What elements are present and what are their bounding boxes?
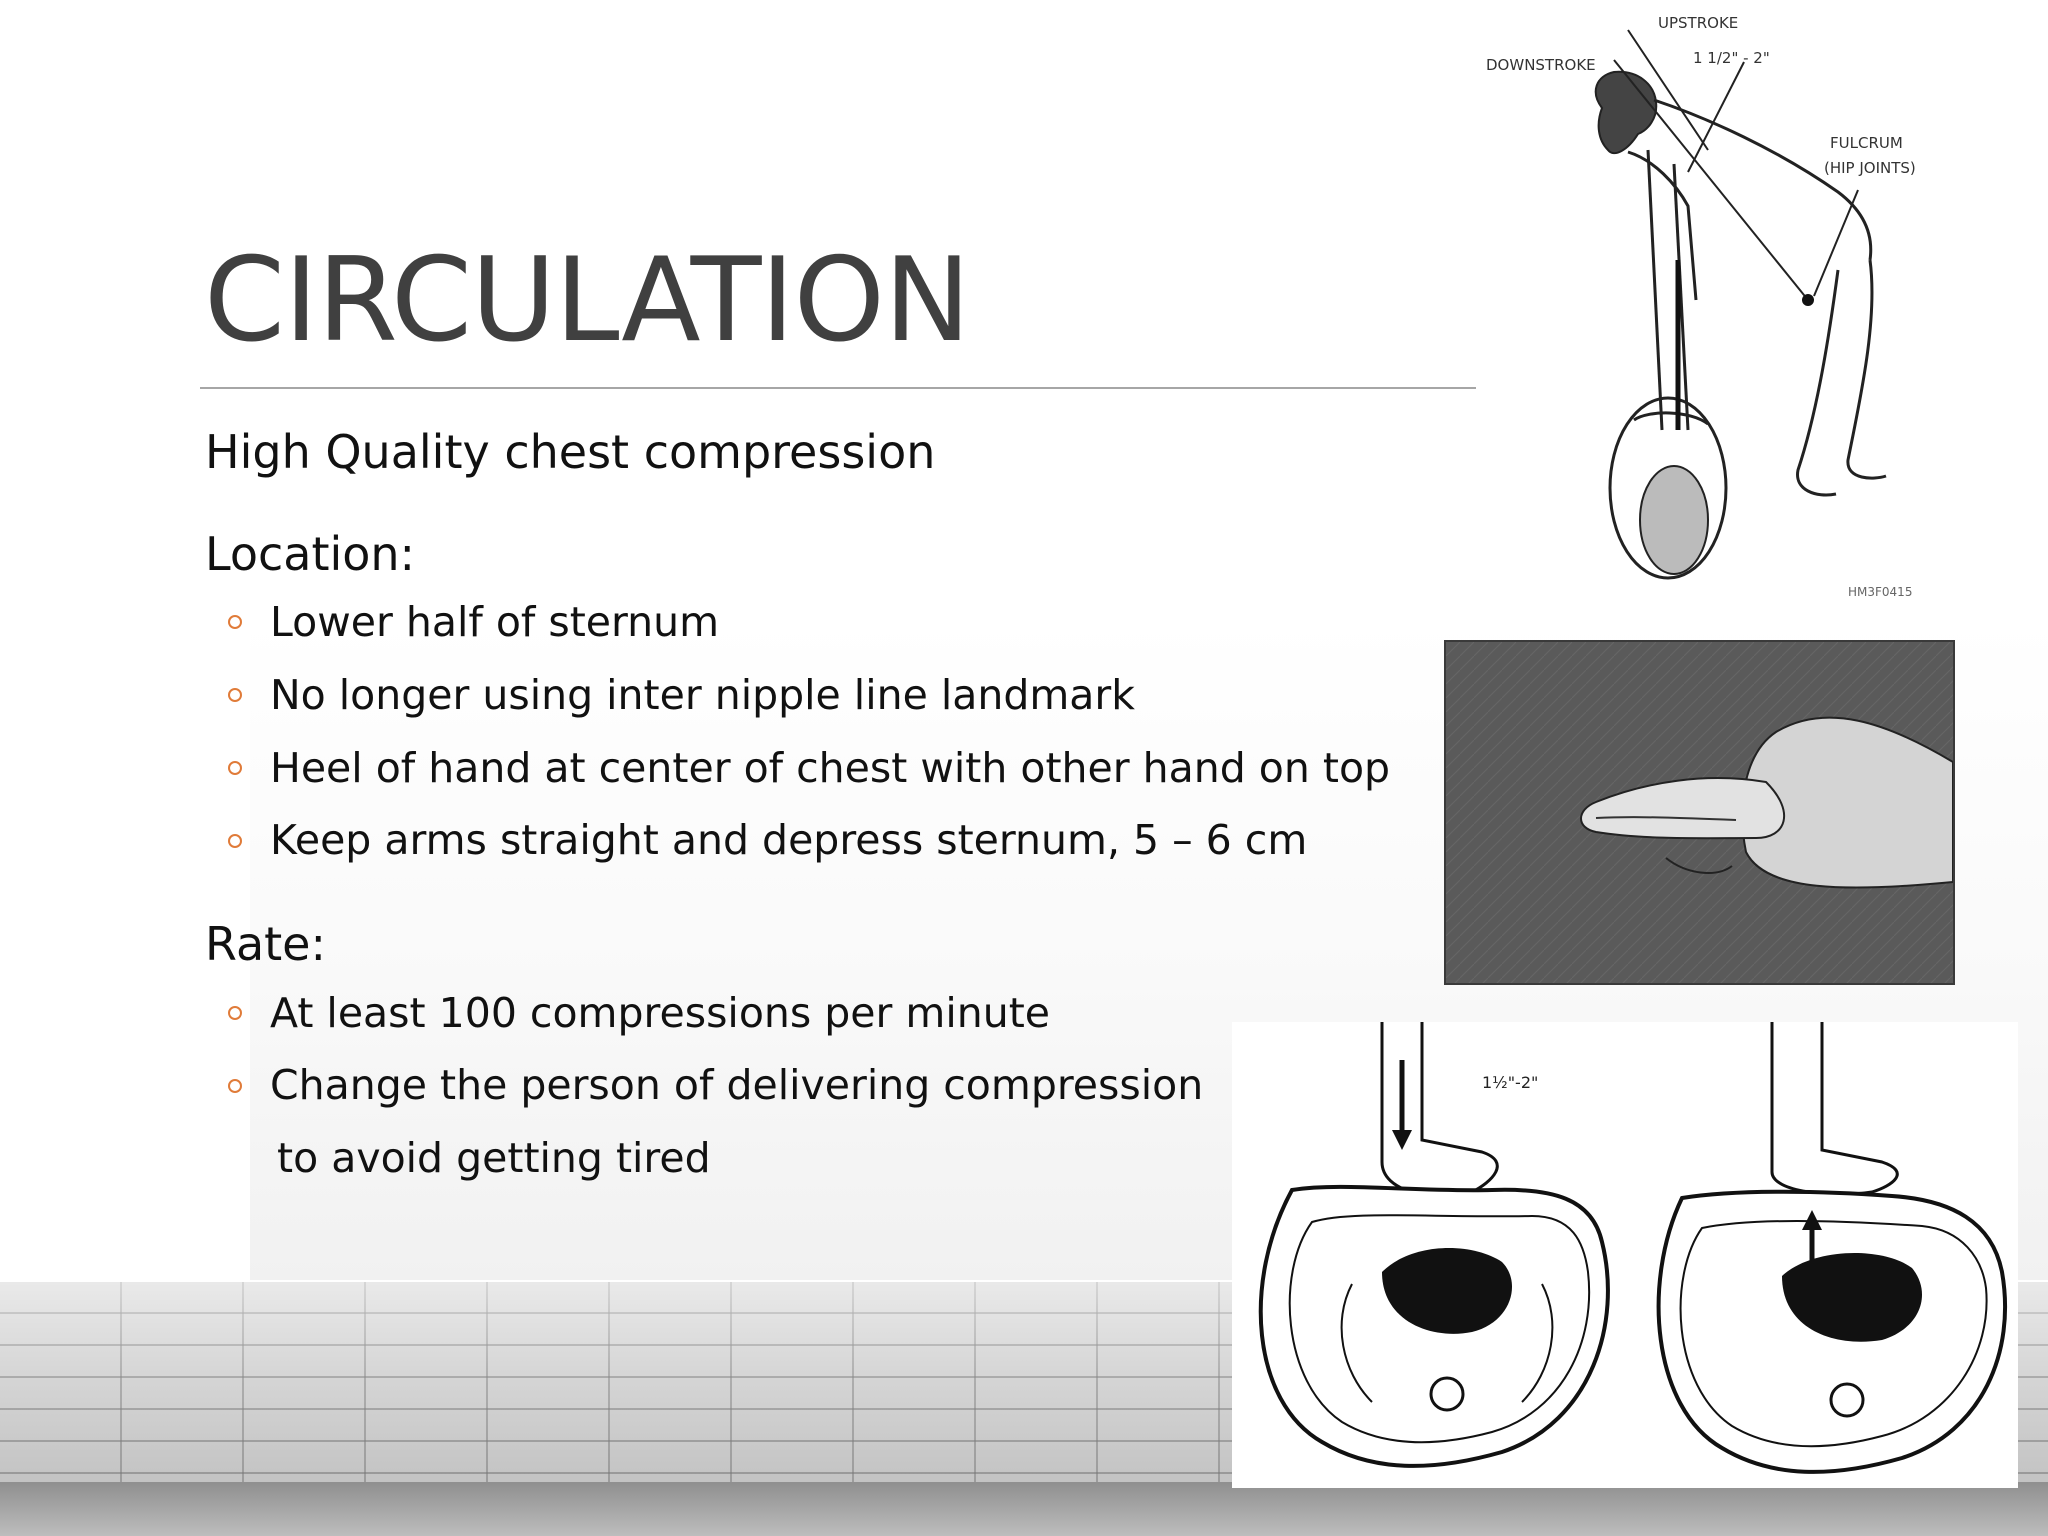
hand-placement-photo	[1444, 640, 1955, 985]
rescuer-chest-shape	[1628, 152, 1696, 300]
spine-shape	[1431, 1378, 1463, 1410]
location-heading: Location:	[205, 527, 416, 581]
fulcrum-point	[1802, 294, 1814, 306]
spine-shape-right	[1831, 1384, 1863, 1416]
rescuer-head-shape	[1596, 72, 1657, 153]
rescuer-arm-left-shape	[1648, 150, 1662, 430]
chest-cross-section-diagram	[1232, 1022, 2018, 1488]
label-depth: 1 1/2" - 2"	[1693, 49, 1770, 67]
floor-background	[0, 1482, 2048, 1536]
rate-bullet-2-continuation: to avoid getting tired	[277, 1134, 711, 1182]
location-bullet-3: Heel of hand at center of chest with other hand on top	[270, 744, 1391, 792]
bullet-marker	[228, 688, 242, 702]
rescuer-posture-diagram	[1478, 0, 1948, 606]
chest-section-released	[1659, 1022, 2005, 1472]
location-bullet-4: Keep arms straight and depress sternum, 5 – 6 cm	[270, 816, 1308, 864]
bullet-marker	[228, 834, 242, 848]
bullet-marker	[228, 761, 242, 775]
downstroke-pointer-line	[1614, 60, 1808, 300]
slide-title: CIRCULATION	[204, 233, 970, 368]
location-bullet-2: No longer using inter nipple line landmark	[270, 671, 1136, 719]
label-downstroke: DOWNSTROKE	[1486, 56, 1596, 74]
subtitle-text: High Quality chest compression	[205, 425, 936, 479]
victim-shoulders-shape	[1634, 413, 1708, 424]
bullet-marker	[228, 615, 242, 629]
label-upstroke: UPSTROKE	[1658, 14, 1739, 32]
rate-bullet-1: At least 100 compressions per minute	[270, 989, 1051, 1037]
label-chest-depth: 1½"-2"	[1482, 1073, 1539, 1092]
location-bullet-1: Lower half of sternum	[270, 598, 720, 646]
victim-head-shape	[1640, 466, 1708, 574]
rescuer-leg-front-shape	[1848, 260, 1886, 478]
label-fulcrum: FULCRUM	[1830, 134, 1903, 152]
rate-heading: Rate:	[205, 917, 326, 971]
releasing-arm-shape	[1772, 1022, 1897, 1194]
chest-section-compressed	[1261, 1022, 1608, 1466]
compressing-arm-shape	[1382, 1022, 1497, 1196]
bullet-marker	[228, 1079, 242, 1093]
title-divider	[200, 387, 1476, 389]
bullet-marker	[228, 1006, 242, 1020]
rate-bullet-2: Change the person of delivering compression	[270, 1061, 1204, 1109]
label-hip-joints: (HIP JOINTS)	[1824, 159, 1916, 177]
label-figure-code: HM3F0415	[1848, 585, 1913, 599]
